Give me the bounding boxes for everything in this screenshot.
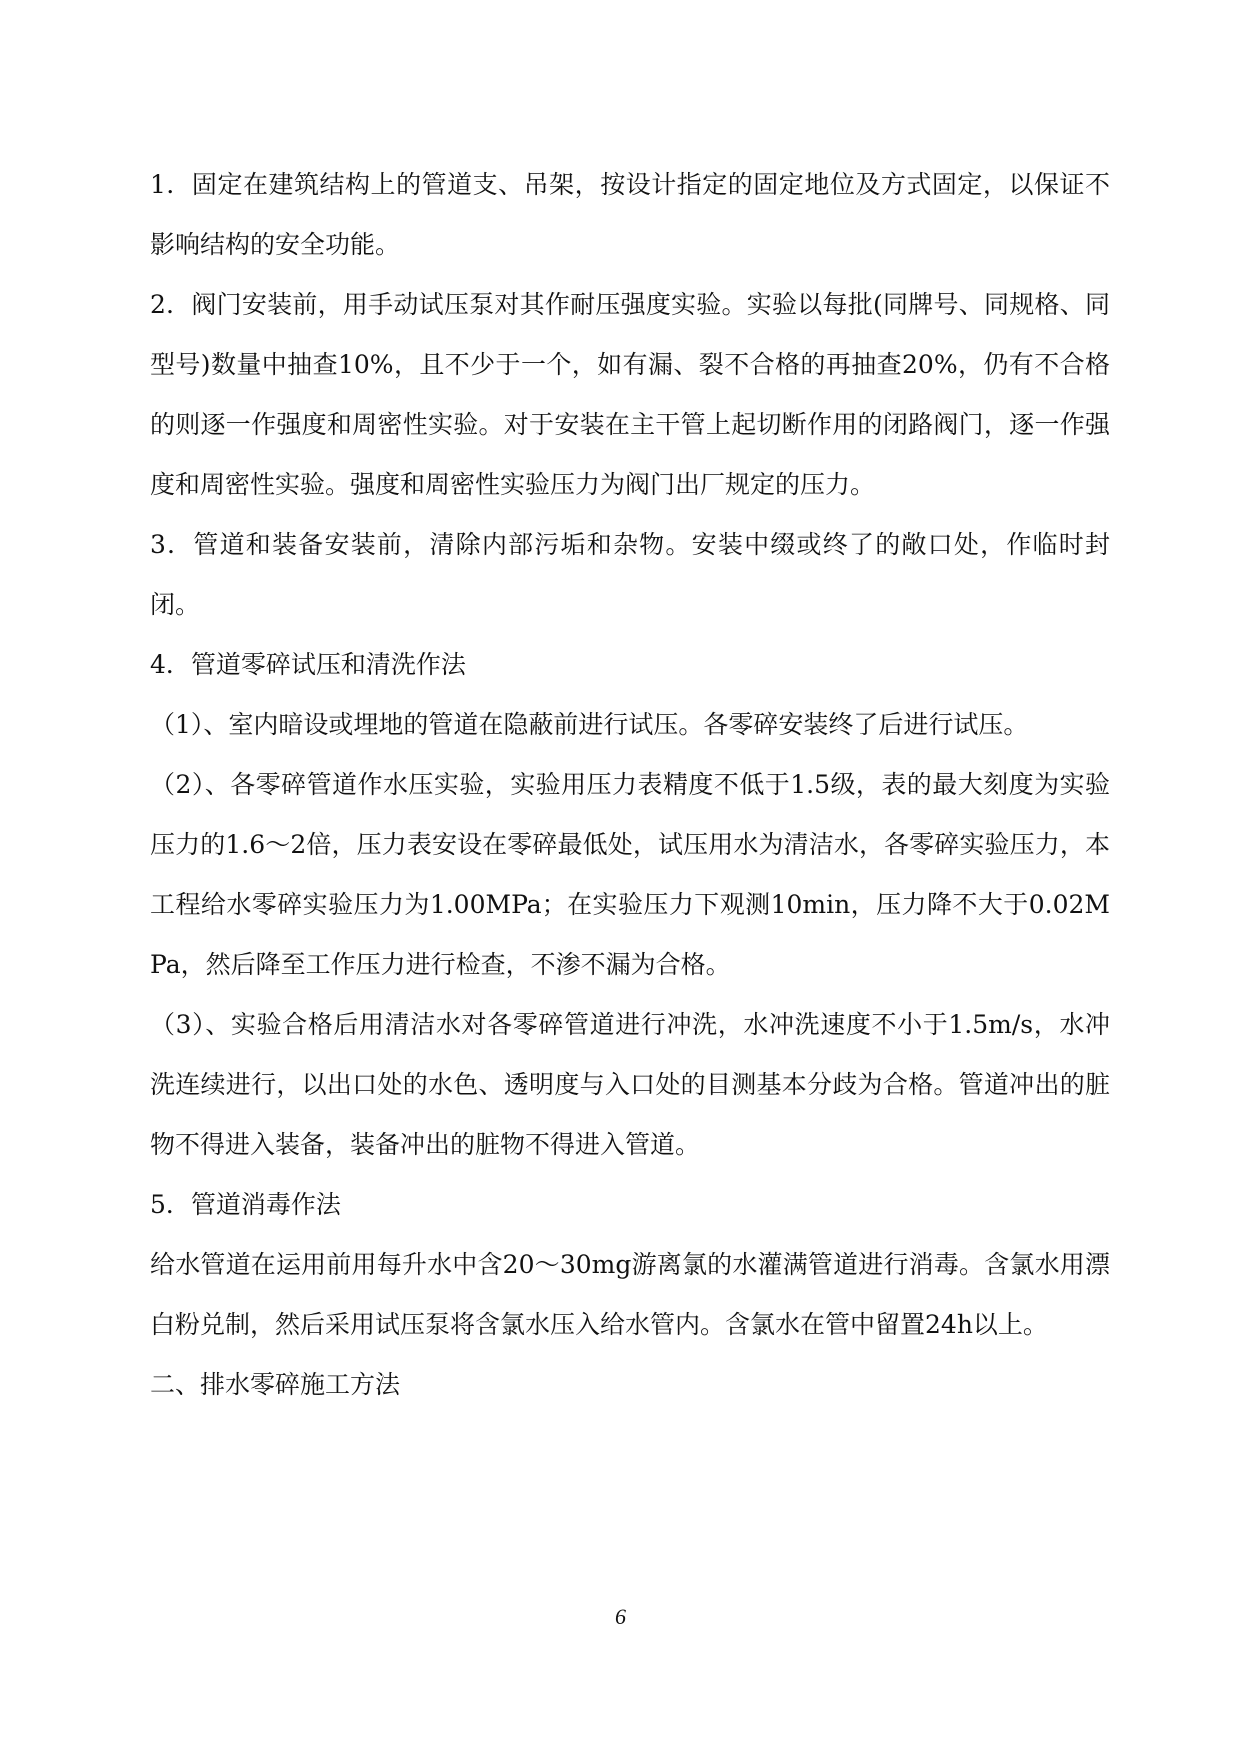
document-body xyxy=(150,155,1110,1415)
paragraph-support-fixing: 1．固定在建筑结构上的管道支、吊架，按设计指定的固定地位及方式固定，以保证不影响结构的安全功能。 xyxy=(150,170,1110,259)
paragraph-test-item-2: （2）、各零碎管道作水压实验，实验用压力表精度不低于1.5级，表的最大刻度为实验压力的1.6～2倍，压力表安设在零碎最低处，试压用水为清洁水，各零碎实验压力，本工程给水零碎实验压力为1.00MPa；在实验压力下观测10min，压力降不大于0.02MPa，然后降至工作压力进行检查，不渗不漏为合格。 xyxy=(150,770,1110,979)
heading-disinfection: 5．管道消毒作法 xyxy=(150,1190,341,1219)
heading-pressure-test: 4．管道零碎试压和清洗作法 xyxy=(150,650,466,679)
paragraph-valve-testing: 2．阀门安装前，用手动试压泵对其作耐压强度实验。实验以每批(同牌号、同规格、同型号)数量中抽查10%，且不少于一个，如有漏、裂不合格的再抽查20%，仍有不合格的则逐一作强度和周密性实验。对于安装在主干管上起切断作用的闭路阀门，逐一作强度和周密性实验。强度和周密性实验压力为阀门出厂规定的压力。 xyxy=(150,290,1110,499)
paragraph-test-item-1: （1）、室内暗设或埋地的管道在隐蔽前进行试压。各零碎安装终了后进行试压。 xyxy=(150,710,1029,739)
paragraph-pipe-cleaning: 3．管道和装备安装前，清除内部污垢和杂物。安装中缀或终了的敞口处，作临时封闭。 xyxy=(150,530,1110,619)
page-number: 6 xyxy=(615,1604,626,1629)
paragraph-disinfection: 给水管道在运用前用每升水中含20～30mg游离氯的水灌满管道进行消毒。含氯水用漂白粉兑制，然后采用试压泵将含氯水压入给水管内。含氯水在管中留置24h以上。 xyxy=(150,1250,1110,1339)
paragraph-test-item-3: （3）、实验合格后用清洁水对各零碎管道进行冲洗，水冲洗速度不小于1.5m/s，水冲洗连续进行，以出口处的水色、透明度与入口处的目测基本分歧为合格。管道冲出的脏物不得进入装备，装备冲出的脏物不得进入管道。 xyxy=(150,1010,1110,1159)
heading-drainage: 二、排水零碎施工方法 xyxy=(150,1370,401,1399)
